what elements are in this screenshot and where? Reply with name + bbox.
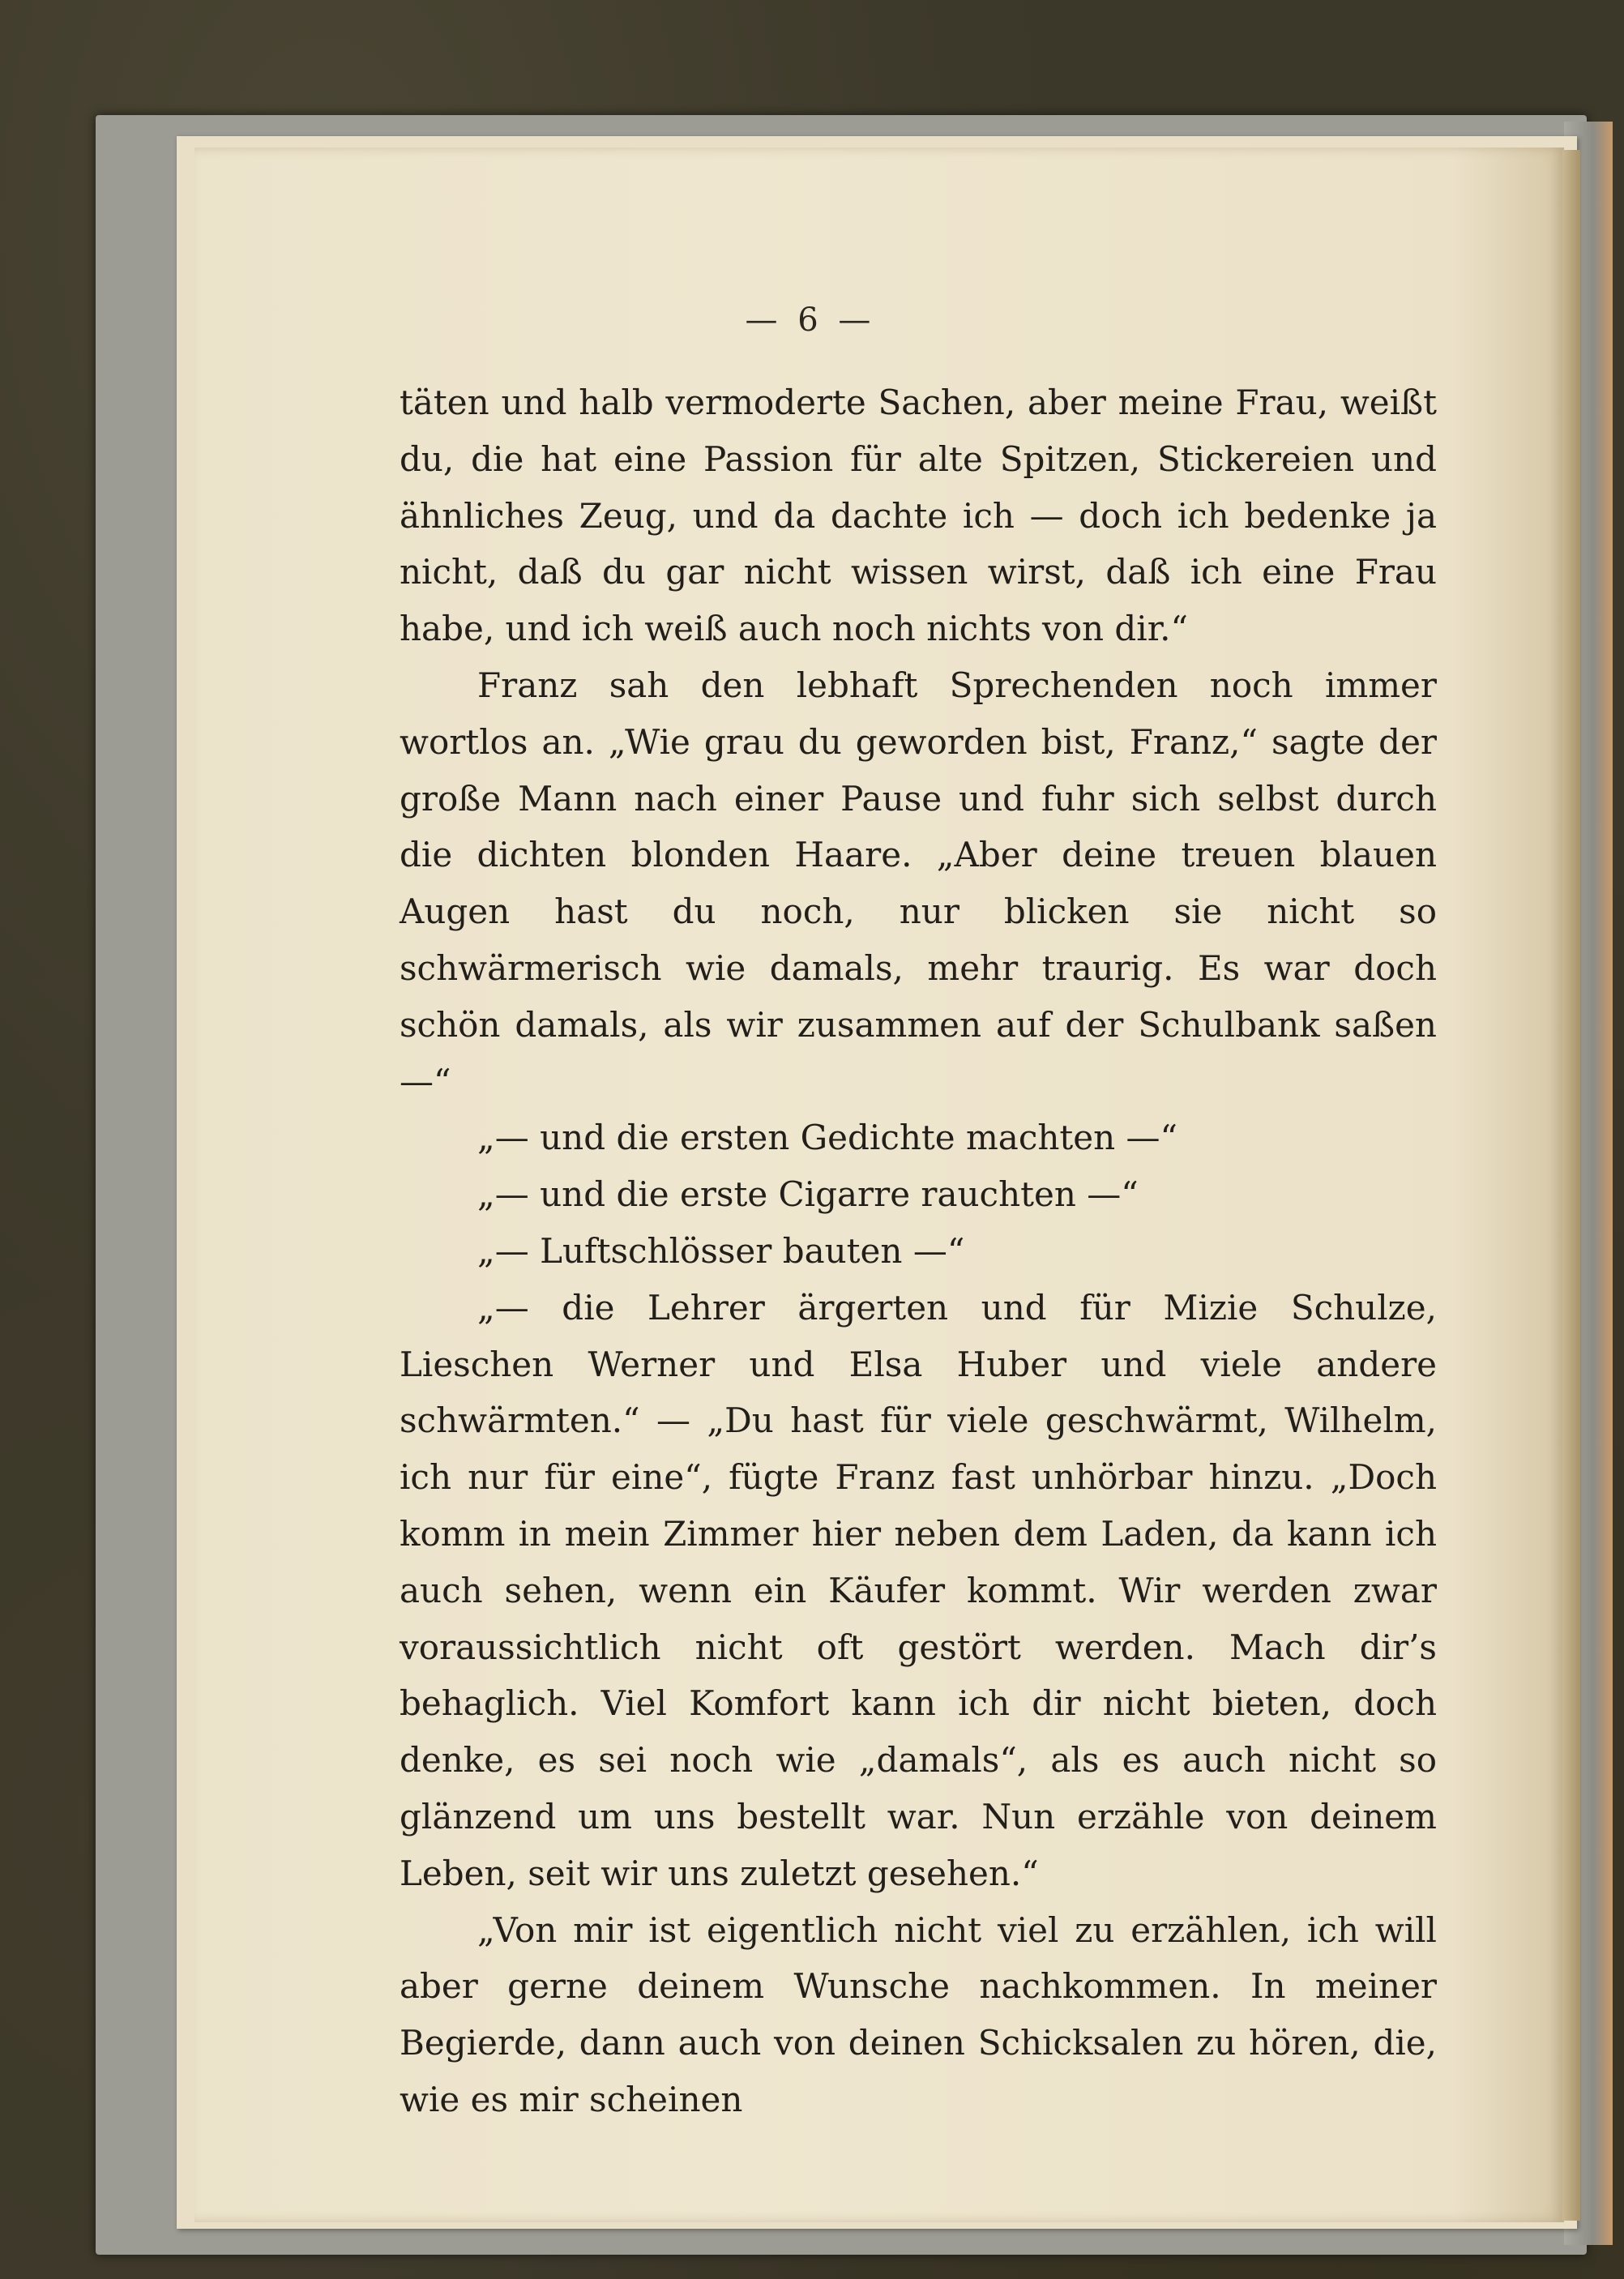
page-number: — 6 — <box>745 301 876 339</box>
paragraph: „Von mir ist eigentlich nicht viel zu erzählen, ich will aber gerne deinem Wunsche nachkommen. In meiner Begierde, dann auch von deinen Schicksalen zu hören, die, wie es mir scheinen <box>400 1909 1437 2119</box>
page-body-text <box>400 374 1437 2128</box>
paragraph: „— die Lehrer ärgerten und für Mizie Schulze, Lieschen Werner und Elsa Huber und viele andere schwärmten.“ — „Du hast für viele geschwärmt, Wilhelm, ich nur für eine“, fügte Franz fast unhörbar hinzu. „Doch komm in mein Zimmer hier neben dem Laden, da kann ich auch sehen, wenn ein Käufer kommt. Wir werden zwar voraussichtlich nicht oft gestört werden. Mach dir’s behaglich. Viel Komfort kann ich dir nicht bieten, doch denke, es sei noch wie „damals“, als es auch nicht so glänzend um uns bestellt war. Nun erzähle von deinem Leben, seit wir uns zuletzt gesehen.“ <box>400 1287 1437 1893</box>
paragraph: „— Luftschlösser bauten —“ <box>477 1230 965 1271</box>
paragraph: „— und die erste Cigarre rauchten —“ <box>477 1174 1139 1215</box>
paragraph: „— und die ersten Gedichte machten —“ <box>477 1118 1178 1158</box>
paragraph: Franz sah den lebhaft Sprechenden noch immer wortlos an. „Wie grau du geworden bist, Franz,“ sagte der große Mann nach einer Pause und fuhr sich selbst durch die dichten blonden Haare. „Aber deine treuen blauen Augen hast du noch, nur blicken sie nicht so schwärmerisch wie damals, mehr traurig. Es war doch schön damals, als wir zusammen auf der Schulbank saßen —“ <box>400 665 1437 1101</box>
page-edge <box>1562 150 1580 2221</box>
paragraph: täten und halb vermoderte Sachen, aber meine Frau, weißt du, die hat eine Passion für alte Spitzen, Stickereien und ähnliches Zeug, und da dachte ich — doch ich bedenke ja nicht, daß du gar nicht wissen wirst, daß ich eine Frau habe, und ich weiß auch noch nichts von dir.“ <box>400 383 1437 649</box>
